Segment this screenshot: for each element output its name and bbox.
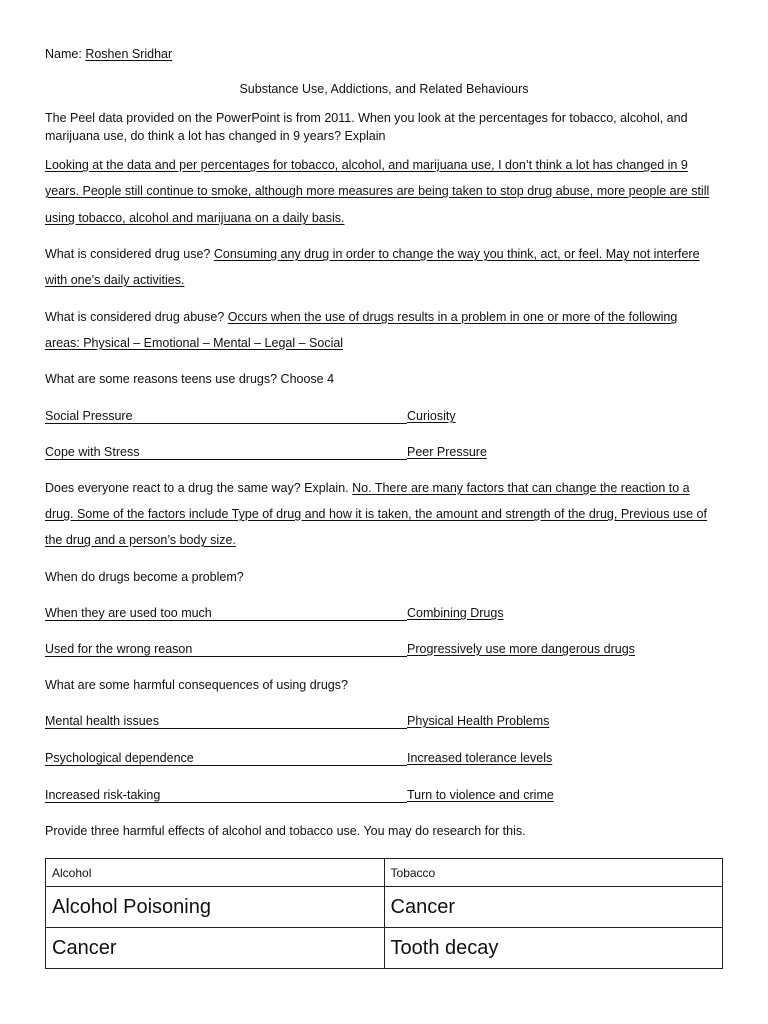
question-2: What is considered drug use? [45,247,211,261]
answer-2-part-2: with one’s daily activities. [45,273,185,287]
worksheet-title: Substance Use, Addictions, and Related Behaviours [239,82,529,96]
question-7: What are some harmful consequences of using drugs? [45,678,348,692]
question-1-line-1: The Peel data provided on the PowerPoint is from 2011. When you look at the percentages for tobacco, alcohol, and [45,111,688,125]
consequences-row [45,751,705,767]
answer-5-part-2: drug. Some of the factors include Type of drug and how it is taken, the amount and strength of the drug, Previous use of [45,507,707,521]
reason-item: Curiosity [407,409,456,423]
answer-5-part-1: No. There are many factors that can change the reaction to a [352,481,690,495]
table-header-row [46,859,723,887]
problem-item: When they are used too much [45,606,407,621]
reason-item: Peer Pressure [407,445,487,459]
name-line [45,47,172,61]
consequences-row [45,788,705,804]
consequence-item: Psychological dependence [45,751,407,766]
answer-1-line-3: using tobacco, alcohol and marijuana on a daily basis. [45,211,345,225]
problems-row [45,642,705,658]
reason-item: Social Pressure [45,409,407,424]
question-2-line [45,247,700,261]
answer-3-part-2: areas: Physical – Emotional – Mental – Legal – Social [45,336,344,350]
reasons-row [45,445,705,461]
question-5: Does everyone react to a drug the same way? Explain. [45,481,349,495]
table-row [46,928,723,969]
question-1-line-2: marijuana use, do think a lot has changed in 9 years? Explain [45,129,386,143]
answer-1-line-1: Looking at the data and per percentages for tobacco, alcohol, and marijuana use, I don’t think a lot has changed in 9 [45,158,688,172]
table-row [46,887,723,928]
effects-table [45,858,723,969]
table-cell: Tooth decay [384,928,722,969]
consequence-item: Physical Health Problems [407,714,550,728]
consequence-item: Mental health issues [45,714,407,729]
reasons-row [45,409,705,425]
question-6: When do drugs become a problem? [45,570,244,584]
problem-item: Progressively use more dangerous drugs [407,642,635,656]
question-3-line [45,310,677,324]
table-header-alcohol: Alcohol [46,859,385,887]
answer-1-line-2: years. People still continue to smoke, although more measures are being taken to stop drug abuse, more people are still [45,184,710,198]
table-cell: Alcohol Poisoning [46,887,385,928]
student-name: Roshen Sridhar [85,47,173,61]
answer-5-part-3: the drug and a person’s body size. [45,533,236,547]
problem-item: Used for the wrong reason [45,642,407,657]
consequences-row [45,714,705,730]
question-4: What are some reasons teens use drugs? Choose 4 [45,372,335,386]
problems-row [45,606,705,622]
answer-2-part-1: Consuming any drug in order to change the way you think, act, or feel. May not interfere [213,247,700,261]
question-8: Provide three harmful effects of alcohol and tobacco use. You may do research for this. [45,824,526,838]
table-header-tobacco: Tobacco [384,859,722,887]
table-cell: Cancer [384,887,722,928]
table-cell: Cancer [46,928,385,969]
consequence-item: Turn to violence and crime [407,788,554,802]
name-label: Name: [45,47,82,61]
problem-item: Combining Drugs [407,606,504,620]
consequence-item: Increased risk-taking [45,788,407,803]
reason-item: Cope with Stress [45,445,407,460]
question-5-line [45,481,690,495]
consequence-item: Increased tolerance levels [407,751,553,765]
answer-3-part-1: Occurs when the use of drugs results in a problem in one or more of the following [227,310,678,324]
question-3: What is considered drug abuse? [45,310,225,324]
